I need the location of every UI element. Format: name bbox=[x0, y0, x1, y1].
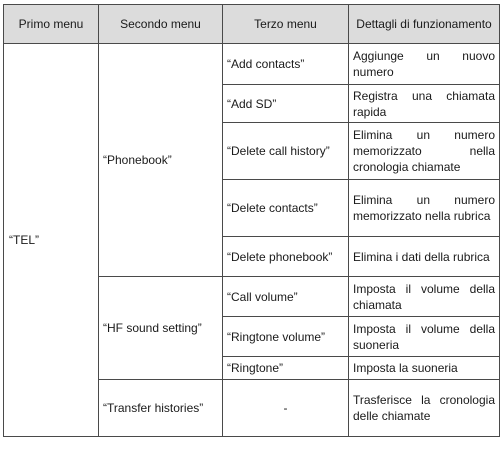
details-cell: Elimina un numero memorizzato nella cronologia chiamate bbox=[349, 123, 500, 180]
third-menu-cell: “Add SD” bbox=[223, 85, 349, 123]
third-menu-cell: “Add contacts” bbox=[223, 44, 349, 85]
details-cell: Imposta la suoneria bbox=[349, 357, 500, 380]
third-menu-cell: “Delete phonebook” bbox=[223, 237, 349, 277]
third-menu-cell: “Delete call history” bbox=[223, 123, 349, 180]
third-menu-cell: “Delete contacts” bbox=[223, 180, 349, 237]
second-menu-cell: “HF sound setting” bbox=[99, 277, 223, 380]
header-secondo-menu: Secondo menu bbox=[99, 5, 223, 44]
header-terzo-menu: Terzo menu bbox=[223, 5, 349, 44]
third-menu-cell: “Call volume” bbox=[223, 277, 349, 317]
details-cell: Imposta il volume della chiamata bbox=[349, 277, 500, 317]
table-row bbox=[4, 44, 500, 85]
first-menu-cell: “TEL” bbox=[4, 44, 99, 437]
second-menu-cell: “Transfer histories” bbox=[99, 380, 223, 437]
details-cell: Trasferisce la cronologia delle chiamate bbox=[349, 380, 500, 437]
menu-table bbox=[3, 4, 500, 437]
details-cell: Elimina un numero memorizzato nella rubrica bbox=[349, 180, 500, 237]
document-page bbox=[3, 4, 499, 437]
details-cell: Imposta il volume della suoneria bbox=[349, 317, 500, 357]
third-menu-cell: - bbox=[223, 380, 349, 437]
header-dettagli: Dettagli di funzionamento bbox=[349, 5, 500, 44]
details-cell: Aggiunge un nuovo numero bbox=[349, 44, 500, 85]
third-menu-cell: “Ringtone volume” bbox=[223, 317, 349, 357]
third-menu-cell: “Ringtone” bbox=[223, 357, 349, 380]
details-cell: Registra una chiamata rapida bbox=[349, 85, 500, 123]
details-cell: Elimina i dati della rubrica bbox=[349, 237, 500, 277]
header-primo-menu: Primo menu bbox=[4, 5, 99, 44]
header-row bbox=[4, 5, 500, 44]
second-menu-cell: “Phonebook” bbox=[99, 44, 223, 277]
